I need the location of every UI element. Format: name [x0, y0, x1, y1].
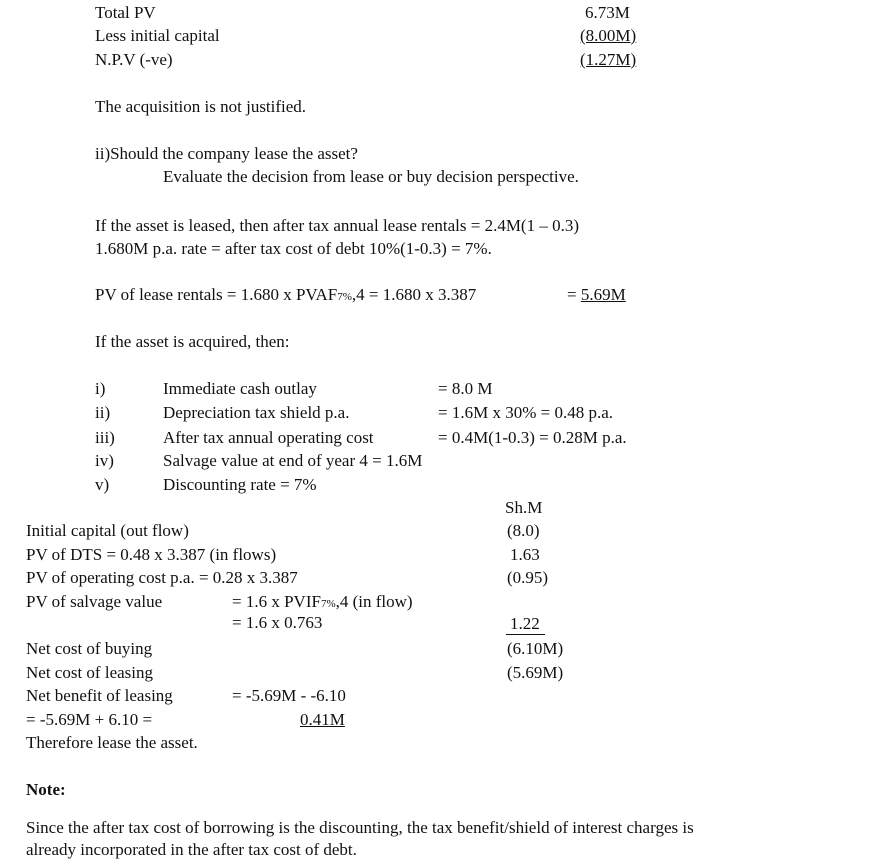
- part2-subtitle: Evaluate the decision from lease or buy decision perspective.: [163, 167, 579, 186]
- acquire-item-value: = 8.0 M: [438, 379, 493, 398]
- total-pv-value: 6.73M: [585, 3, 630, 22]
- less-capital-label: Less initial capital: [95, 26, 220, 45]
- pv-salvage-calc-1-sub: 7%: [320, 598, 336, 610]
- acquire-item-value: = 1.6M x 30% = 0.48 p.a.: [438, 403, 613, 422]
- acquire-item-label: Discounting rate = 7%: [163, 475, 317, 494]
- net-leasing-label: Net cost of leasing: [26, 663, 153, 682]
- pv-salvage-calc-1-pre: = 1.6 x PVIF: [232, 592, 321, 611]
- note-title: Note:: [26, 780, 66, 799]
- part2-question: ii)Should the company lease the asset?: [95, 144, 358, 163]
- note-line-2: already incorporated in the after tax cost of debt.: [26, 840, 357, 859]
- acquire-item-label: Immediate cash outlay: [163, 379, 317, 398]
- acquire-item-num: v): [95, 475, 110, 494]
- net-leasing-value: (5.69M): [507, 663, 564, 682]
- pv-lease-pre: PV of lease rentals = 1.680 x PVAF: [95, 285, 338, 304]
- pv-salvage-label: PV of salvage value: [26, 592, 163, 611]
- acquire-item-label: After tax annual operating cost: [163, 428, 374, 447]
- acquire-item-num: ii): [95, 403, 111, 422]
- acquire-intro: If the asset is acquired, then:: [95, 332, 290, 351]
- pv-lease-result-value: 5.69M: [580, 285, 626, 304]
- net-benefit-calc: = -5.69M - -6.10: [232, 686, 346, 705]
- benefit-line-label: = -5.69M + 6.10 =: [26, 710, 153, 729]
- net-buying-value: (6.10M): [507, 639, 564, 658]
- pv-salvage-calc-2: = 1.6 x 0.763: [232, 613, 323, 632]
- lease-line-1: If the asset is leased, then after tax annual lease rentals = 2.4M(1 – 0.3): [95, 216, 580, 235]
- net-buying-label: Net cost of buying: [26, 639, 153, 658]
- note-line-1: Since the after tax cost of borrowing is the discounting, the tax benefit/shield of interest charges is: [26, 818, 694, 837]
- pv-salvage-value: 1.22: [510, 614, 540, 633]
- net-benefit-label: Net benefit of leasing: [26, 686, 173, 705]
- pv-lease-rentals: [95, 285, 476, 307]
- acquire-item-label: Salvage value at end of year 4 = 1.6M: [163, 451, 423, 470]
- pv-lease-result-eq: =: [567, 285, 581, 304]
- pv-salvage-calc-1: [232, 592, 413, 614]
- npv-label: N.P.V (-ve): [95, 50, 173, 69]
- acquire-item-num: i): [95, 379, 106, 398]
- pv-dts-label: PV of DTS = 0.48 x 3.387 (in flows): [26, 545, 277, 564]
- initial-capital-label: Initial capital (out flow): [26, 521, 189, 540]
- currency-header: Sh.M: [505, 498, 543, 517]
- pv-dts-value: 1.63: [510, 545, 540, 564]
- acquire-item-value: = 0.4M(1-0.3) = 0.28M p.a.: [438, 428, 627, 447]
- npv-value: (1.27M): [580, 50, 637, 69]
- npv-conclusion: The acquisition is not justified.: [95, 97, 307, 116]
- pv-lease-result: [567, 285, 626, 305]
- acquire-item-num: iv): [95, 451, 114, 470]
- subtotal-rule: [506, 634, 545, 635]
- total-pv-label: Total PV: [95, 3, 156, 22]
- pv-lease-sub: 7%: [337, 291, 352, 303]
- benefit-line-value: 0.41M: [300, 710, 345, 729]
- pv-opcost-label: PV of operating cost p.a. = 0.28 x 3.387: [26, 568, 298, 587]
- initial-capital-value: (8.0): [507, 521, 540, 540]
- acquire-item-label: Depreciation tax shield p.a.: [163, 403, 350, 422]
- pv-lease-mid: ,4 = 1.680 x 3.387: [351, 285, 477, 304]
- pv-opcost-value: (0.95): [507, 568, 549, 587]
- pv-salvage-calc-1-post: ,4 (in flow): [335, 592, 413, 611]
- less-capital-value: (8.00M): [580, 26, 637, 45]
- lease-line-2: 1.680M p.a. rate = after tax cost of debt 10%(1-0.3) = 7%.: [95, 239, 492, 258]
- acquire-item-num: iii): [95, 428, 115, 447]
- decision: Therefore lease the asset.: [26, 733, 198, 752]
